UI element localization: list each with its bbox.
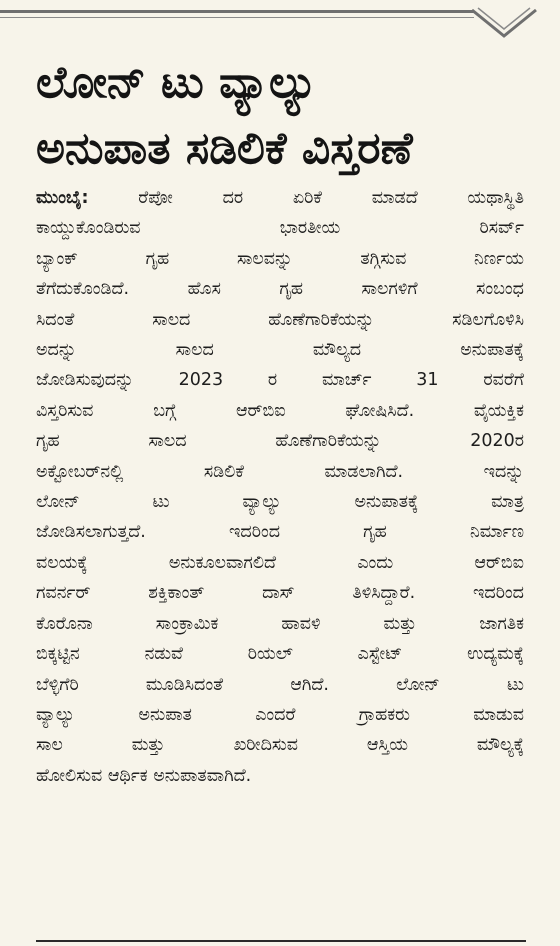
article-line: ವಲಯಕ್ಕೆ ಅನುಕೂಲವಾಗಲಿದೆ ಎಂದು ಆರ್‌ಬಿಐ — [36, 552, 524, 573]
article-line-text: ರೆಪೋ ದರ ಏರಿಕೆ ಮಾಡದೆ ಯಥಾಸ್ಥಿತಿ — [88, 188, 524, 208]
article-line: ಹೋಲಿಸುವ ಆರ್ಥಿಕ ಅನುಪಾತವಾಗಿದೆ. — [36, 765, 252, 786]
article-line: ಲೋನ್ ಟು ವ್ಯಾಲ್ಯು ಅನುಪಾತಕ್ಕೆ ಮಾತ್ರ — [36, 492, 524, 513]
top-double-rule-thin — [0, 17, 474, 18]
article-line: ಕಾಯ್ದುಕೊಂಡಿರುವ ಭಾರತೀಯ ರಿಸರ್ವ್ — [36, 218, 524, 239]
headline-line-1: ಲೋನ್ ಟು ವ್ಯಾಲ್ಯು — [36, 57, 318, 108]
article-line: ಕೊರೊನಾ ಸಾಂಕ್ರಾಮಿಕ ಹಾವಳಿ ಮತ್ತು ಜಾಗತಿಕ — [36, 613, 524, 634]
headline-line-2: ಅನುಪಾತ ಸಡಿಲಿಕೆ ವಿಸ್ತರಣೆ — [36, 123, 413, 174]
article-body — [36, 183, 524, 791]
article-line: ವ್ಯಾಲ್ಯು ಅನುಪಾತ ಎಂದರೆ ಗ್ರಾಹಕರು ಮಾಡುವ — [36, 704, 524, 725]
article-line: ಸಿದಂತೆ ಸಾಲದ ಹೊಣೆಗಾರಿಕೆಯನ್ನು ಸಡಿಲಗೊಳಿಸಿ — [36, 309, 524, 330]
article-line: ಅಕ್ಟೋಬರ್‌ನಲ್ಲಿ ಸಡಿಲಿಕೆ ಮಾಡಲಾಗಿದೆ. ಇದನ್ನು — [36, 461, 524, 482]
article-line: ವಿಸ್ತರಿಸುವ ಬಗ್ಗೆ ಆರ್‌ಬಿಐ ಘೋಷಿಸಿದೆ. ವೈಯಕ್ತಿಕ — [36, 400, 524, 421]
chevron-down-icon — [462, 0, 546, 44]
top-double-rule — [0, 10, 474, 13]
article-line: ಬ್ಯಾಂಕ್ ಗೃಹ ಸಾಲವನ್ನು ತಗ್ಗಿಸುವ ನಿರ್ಣಯ — [36, 248, 524, 269]
article-line: ಅದನ್ನು ಸಾಲದ ಮೌಲ್ಯದ ಅನುಪಾತಕ್ಕೆ — [36, 340, 524, 361]
bottom-rule — [36, 940, 526, 942]
article-line: ಗವರ್ನರ್ ಶಕ್ತಿಕಾಂತ್ ದಾಸ್ ತಿಳಿಸಿದ್ದಾರೆ. ಇದರಿಂದ — [36, 583, 524, 604]
article-line: ಬಿಕ್ಕಟ್ಟಿನ ನಡುವೆ ರಿಯಲ್ ಎಸ್ಟೇಟ್ ಉದ್ಯಮಕ್ಕೆ — [36, 644, 524, 665]
article-line — [36, 183, 524, 213]
headline — [36, 50, 536, 182]
article-line: ಜೋಡಿಸಲಾಗುತ್ತದೆ. ಇದರಿಂದ ಗೃಹ ನಿರ್ಮಾಣ — [36, 522, 524, 543]
article-line: ಬೆಳ್ಳಿಗೆರಿ ಮೂಡಿಸಿದಂತೆ ಆಗಿದೆ. ಲೋನ್ ಟು — [36, 674, 524, 695]
article-line: ಜೋಡಿಸುವುದನ್ನು 2023 ರ ಮಾರ್ಚ್ 31 ರವರೆಗೆ — [36, 370, 524, 391]
article-line: ಗೃಹ ಸಾಲದ ಹೊಣೆಗಾರಿಕೆಯನ್ನು 2020ರ — [36, 431, 524, 452]
article-line: ತೆಗೆದುಕೊಂಡಿದೆ. ಹೊಸ ಗೃಹ ಸಾಲಗಳಿಗೆ ಸಂಬಂಧ — [36, 279, 524, 300]
article-line: ಸಾಲ ಮತ್ತು ಖರೀದಿಸುವ ಆಸ್ತಿಯ ಮೌಲ್ಯಕ್ಕೆ — [36, 735, 524, 756]
dateline: ಮುಂಬೈ: — [36, 188, 89, 208]
